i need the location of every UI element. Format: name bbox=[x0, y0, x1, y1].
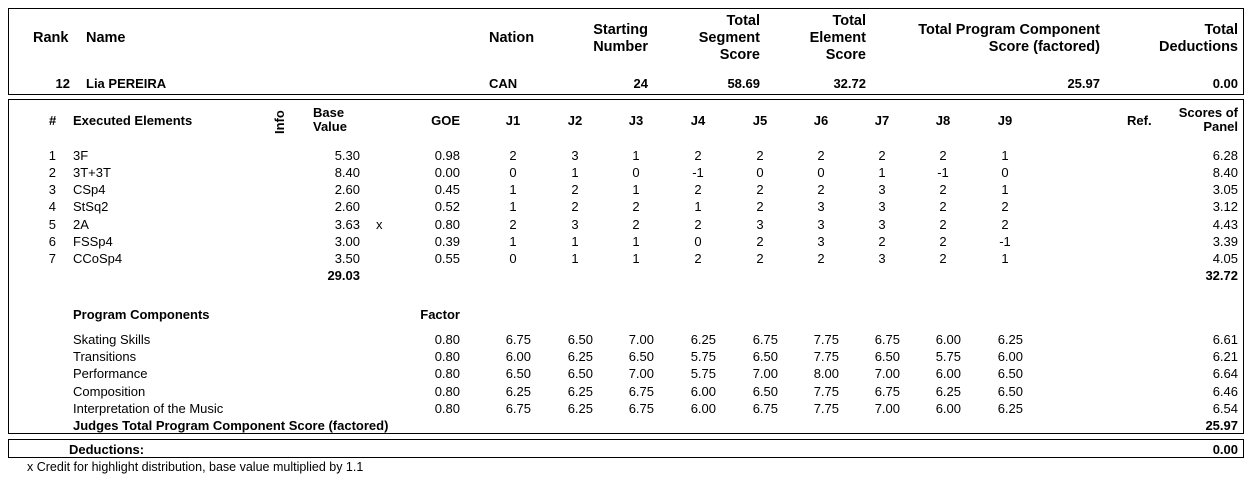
element-judge-score: 1 bbox=[571, 165, 579, 180]
executed-elements-header: Executed Elements bbox=[73, 113, 193, 128]
scores-of-panel-header: Scores of Panel bbox=[1178, 105, 1238, 134]
base-value-header: Base Value bbox=[313, 105, 347, 134]
info-header: Info bbox=[272, 110, 287, 134]
element-info: x bbox=[376, 217, 383, 232]
element-panel-score: 4.43 bbox=[1212, 217, 1238, 232]
element-judge-score: 2 bbox=[1001, 199, 1009, 214]
deductions-box bbox=[8, 439, 1244, 458]
component-judge-score: 6.75 bbox=[628, 401, 654, 416]
element-judge-score: 2 bbox=[756, 148, 764, 163]
element-judge-score: 1 bbox=[571, 234, 579, 249]
element-name: StSq2 bbox=[73, 199, 109, 214]
component-judge-score: 6.00 bbox=[997, 349, 1023, 364]
element-judge-score: 1 bbox=[632, 234, 640, 249]
component-judge-score: 6.00 bbox=[935, 366, 961, 381]
element-judge-score: 2 bbox=[509, 148, 517, 163]
component-judge-score: 7.00 bbox=[752, 366, 778, 381]
element-judge-score: 0 bbox=[509, 251, 517, 266]
component-judge-score: 7.00 bbox=[874, 366, 900, 381]
element-judge-score: 2 bbox=[939, 199, 947, 214]
element-judge-score: 3 bbox=[571, 148, 579, 163]
element-judge-score: 2 bbox=[756, 251, 764, 266]
element-name: CCoSp4 bbox=[73, 251, 123, 266]
component-judge-score: 7.00 bbox=[628, 332, 654, 347]
name-header: Name bbox=[86, 30, 126, 46]
component-name: Performance bbox=[73, 366, 148, 381]
component-judge-score: 7.75 bbox=[813, 349, 839, 364]
deductions-value: 0.00 bbox=[1212, 442, 1238, 457]
factor-header: Factor bbox=[420, 307, 460, 322]
component-judge-score: 7.00 bbox=[874, 401, 900, 416]
element-base-value: 3.00 bbox=[334, 234, 360, 249]
footnote: x Credit for highlight distribution, base value multiplied by 1.1 bbox=[27, 460, 364, 474]
element-judge-score: 3 bbox=[571, 217, 579, 232]
element-judge-score: 0 bbox=[756, 165, 764, 180]
element-judge-score: 0 bbox=[509, 165, 517, 180]
element-judge-score: 2 bbox=[694, 217, 702, 232]
skater-rank: 12 bbox=[55, 76, 70, 91]
element-goe: 0.55 bbox=[434, 251, 460, 266]
element-panel-score: 6.28 bbox=[1212, 148, 1238, 163]
element-judge-score: 1 bbox=[509, 182, 517, 197]
component-judge-score: 6.00 bbox=[690, 384, 716, 399]
element-judge-score: -1 bbox=[999, 234, 1011, 249]
element-number: 6 bbox=[48, 234, 56, 249]
component-judge-score: 6.75 bbox=[505, 332, 531, 347]
element-judge-score: 2 bbox=[571, 199, 579, 214]
component-judge-score: 6.50 bbox=[752, 349, 778, 364]
element-judge-score: 0 bbox=[694, 234, 702, 249]
judge-header: J9 bbox=[997, 113, 1013, 128]
component-factor: 0.80 bbox=[434, 384, 460, 399]
components-total-label: Judges Total Program Component Score (factored) bbox=[73, 418, 389, 433]
element-judge-score: 2 bbox=[756, 199, 764, 214]
skater-deductions: 0.00 bbox=[1212, 76, 1238, 91]
component-judge-score: 6.50 bbox=[567, 332, 593, 347]
element-base-value: 3.50 bbox=[334, 251, 360, 266]
element-judge-score: 1 bbox=[632, 251, 640, 266]
element-panel-score: 3.12 bbox=[1212, 199, 1238, 214]
element-goe: 0.80 bbox=[434, 217, 460, 232]
component-judge-score: 6.75 bbox=[505, 401, 531, 416]
judge-header: J8 bbox=[935, 113, 951, 128]
component-name: Skating Skills bbox=[73, 332, 151, 347]
element-panel-score: 3.05 bbox=[1212, 182, 1238, 197]
component-judge-score: 7.00 bbox=[628, 366, 654, 381]
element-base-value: 8.40 bbox=[334, 165, 360, 180]
element-goe: 0.98 bbox=[434, 148, 460, 163]
element-panel-score: 3.39 bbox=[1212, 234, 1238, 249]
nation-header: Nation bbox=[489, 30, 535, 46]
element-goe: 0.39 bbox=[434, 234, 460, 249]
element-judge-score: 3 bbox=[817, 217, 825, 232]
element-judge-score: 1 bbox=[509, 199, 517, 214]
element-judge-score: 2 bbox=[694, 148, 702, 163]
component-judge-score: 5.75 bbox=[935, 349, 961, 364]
element-judge-score: 2 bbox=[756, 182, 764, 197]
element-judge-score: -1 bbox=[692, 165, 704, 180]
component-judge-score: 6.50 bbox=[628, 349, 654, 364]
component-factor: 0.80 bbox=[434, 349, 460, 364]
component-judge-score: 6.50 bbox=[752, 384, 778, 399]
element-judge-score: 0 bbox=[1001, 165, 1009, 180]
element-number: 7 bbox=[48, 251, 56, 266]
component-judge-score: 8.00 bbox=[813, 366, 839, 381]
element-judge-score: 2 bbox=[632, 199, 640, 214]
element-judge-score: 3 bbox=[878, 251, 886, 266]
component-panel-score: 6.54 bbox=[1212, 401, 1238, 416]
component-judge-score: 6.00 bbox=[690, 401, 716, 416]
component-judge-score: 6.25 bbox=[567, 401, 593, 416]
component-score-header: Total Program Component Score (factored) bbox=[918, 22, 1100, 55]
judge-header: J2 bbox=[567, 113, 583, 128]
component-panel-score: 6.61 bbox=[1212, 332, 1238, 347]
goe-header: GOE bbox=[431, 113, 460, 128]
ref-header: Ref. bbox=[1127, 113, 1152, 128]
components-total-score: 25.97 bbox=[1205, 418, 1238, 433]
element-judge-score: 2 bbox=[939, 182, 947, 197]
element-goe: 0.45 bbox=[434, 182, 460, 197]
component-judge-score: 6.50 bbox=[567, 366, 593, 381]
component-judge-score: 6.00 bbox=[505, 349, 531, 364]
element-judge-score: 2 bbox=[632, 217, 640, 232]
element-base-value: 5.30 bbox=[334, 148, 360, 163]
element-judge-score: 2 bbox=[817, 251, 825, 266]
element-judge-score: 0 bbox=[817, 165, 825, 180]
component-judge-score: 6.00 bbox=[935, 332, 961, 347]
element-number: 1 bbox=[48, 148, 56, 163]
element-score-header: Total Element Score bbox=[809, 13, 866, 63]
element-judge-score: 2 bbox=[878, 234, 886, 249]
component-judge-score: 6.25 bbox=[567, 384, 593, 399]
element-panel-score: 4.05 bbox=[1212, 251, 1238, 266]
element-name: 3T+3T bbox=[73, 165, 111, 180]
component-judge-score: 6.25 bbox=[690, 332, 716, 347]
component-judge-score: 6.50 bbox=[997, 384, 1023, 399]
component-judge-score: 5.75 bbox=[690, 349, 716, 364]
element-judge-score: 3 bbox=[878, 217, 886, 232]
component-judge-score: 6.75 bbox=[752, 401, 778, 416]
element-number: 4 bbox=[48, 199, 56, 214]
judge-header: J5 bbox=[752, 113, 768, 128]
component-panel-score: 6.21 bbox=[1212, 349, 1238, 364]
element-judge-score: 3 bbox=[878, 182, 886, 197]
skater-segment-score: 58.69 bbox=[727, 76, 760, 91]
element-judge-score: -1 bbox=[937, 165, 949, 180]
element-number: 2 bbox=[48, 165, 56, 180]
skater-component-score: 25.97 bbox=[1067, 76, 1100, 91]
component-judge-score: 6.75 bbox=[874, 332, 900, 347]
component-judge-score: 6.25 bbox=[505, 384, 531, 399]
skater-element-score: 32.72 bbox=[833, 76, 866, 91]
element-judge-score: 3 bbox=[756, 217, 764, 232]
elements-score-total: 32.72 bbox=[1205, 268, 1238, 283]
component-judge-score: 6.75 bbox=[874, 384, 900, 399]
component-panel-score: 6.46 bbox=[1212, 384, 1238, 399]
element-judge-score: 3 bbox=[817, 199, 825, 214]
component-judge-score: 6.75 bbox=[752, 332, 778, 347]
component-factor: 0.80 bbox=[434, 401, 460, 416]
element-judge-score: 1 bbox=[571, 251, 579, 266]
component-judge-score: 5.75 bbox=[690, 366, 716, 381]
element-goe: 0.00 bbox=[434, 165, 460, 180]
element-judge-score: 2 bbox=[939, 217, 947, 232]
skater-nation: CAN bbox=[489, 76, 518, 91]
element-judge-score: 1 bbox=[878, 165, 886, 180]
element-judge-score: 1 bbox=[632, 148, 640, 163]
element-judge-score: 2 bbox=[756, 234, 764, 249]
element-name: CSp4 bbox=[73, 182, 106, 197]
element-judge-score: 1 bbox=[694, 199, 702, 214]
component-judge-score: 7.75 bbox=[813, 332, 839, 347]
element-judge-score: 2 bbox=[939, 148, 947, 163]
component-name: Composition bbox=[73, 384, 146, 399]
element-judge-score: 2 bbox=[878, 148, 886, 163]
element-base-value: 2.60 bbox=[334, 199, 360, 214]
element-judge-score: 2 bbox=[571, 182, 579, 197]
base-value-total: 29.03 bbox=[327, 268, 360, 283]
component-judge-score: 6.25 bbox=[997, 401, 1023, 416]
component-judge-score: 6.50 bbox=[874, 349, 900, 364]
component-judge-score: 6.25 bbox=[997, 332, 1023, 347]
element-judge-score: 2 bbox=[509, 217, 517, 232]
deductions-label: Deductions: bbox=[69, 442, 145, 457]
element-judge-score: 2 bbox=[817, 148, 825, 163]
component-judge-score: 6.25 bbox=[567, 349, 593, 364]
element-judge-score: 0 bbox=[632, 165, 640, 180]
element-number-header: # bbox=[49, 113, 57, 128]
component-judge-score: 7.75 bbox=[813, 401, 839, 416]
element-judge-score: 1 bbox=[632, 182, 640, 197]
element-judge-score: 1 bbox=[1001, 251, 1009, 266]
starting-number-header: Starting Number bbox=[593, 22, 648, 55]
element-number: 3 bbox=[48, 182, 56, 197]
element-judge-score: 1 bbox=[509, 234, 517, 249]
element-name: FSSp4 bbox=[73, 234, 113, 249]
element-panel-score: 8.40 bbox=[1212, 165, 1238, 180]
component-name: Interpretation of the Music bbox=[73, 401, 224, 416]
segment-score-header: Total Segment Score bbox=[698, 13, 760, 63]
element-judge-score: 3 bbox=[878, 199, 886, 214]
deductions-header: Total Deductions bbox=[1159, 22, 1238, 55]
component-judge-score: 6.50 bbox=[997, 366, 1023, 381]
element-base-value: 3.63 bbox=[334, 217, 360, 232]
judge-header: J1 bbox=[505, 113, 521, 128]
element-judge-score: 1 bbox=[1001, 182, 1009, 197]
program-components-header: Program Components bbox=[73, 307, 210, 322]
element-base-value: 2.60 bbox=[334, 182, 360, 197]
rank-header: Rank bbox=[33, 30, 69, 46]
element-number: 5 bbox=[48, 217, 56, 232]
element-judge-score: 1 bbox=[1001, 148, 1009, 163]
component-factor: 0.80 bbox=[434, 366, 460, 381]
judge-header: J3 bbox=[628, 113, 644, 128]
component-judge-score: 6.25 bbox=[935, 384, 961, 399]
judge-header: J7 bbox=[874, 113, 890, 128]
element-judge-score: 2 bbox=[939, 251, 947, 266]
component-judge-score: 7.75 bbox=[813, 384, 839, 399]
element-judge-score: 2 bbox=[694, 182, 702, 197]
element-judge-score: 3 bbox=[817, 234, 825, 249]
skater-starting-number: 24 bbox=[633, 76, 648, 91]
skater-name: Lia PEREIRA bbox=[86, 76, 167, 91]
component-name: Transitions bbox=[73, 349, 137, 364]
element-judge-score: 2 bbox=[694, 251, 702, 266]
element-name: 2A bbox=[73, 217, 89, 232]
element-judge-score: 2 bbox=[939, 234, 947, 249]
component-panel-score: 6.64 bbox=[1212, 366, 1238, 381]
component-judge-score: 6.50 bbox=[505, 366, 531, 381]
judge-header: J4 bbox=[690, 113, 706, 128]
element-name: 3F bbox=[73, 148, 89, 163]
component-factor: 0.80 bbox=[434, 332, 460, 347]
element-judge-score: 2 bbox=[817, 182, 825, 197]
element-goe: 0.52 bbox=[434, 199, 460, 214]
component-judge-score: 6.75 bbox=[628, 384, 654, 399]
component-judge-score: 6.00 bbox=[935, 401, 961, 416]
judge-header: J6 bbox=[813, 113, 829, 128]
element-judge-score: 2 bbox=[1001, 217, 1009, 232]
